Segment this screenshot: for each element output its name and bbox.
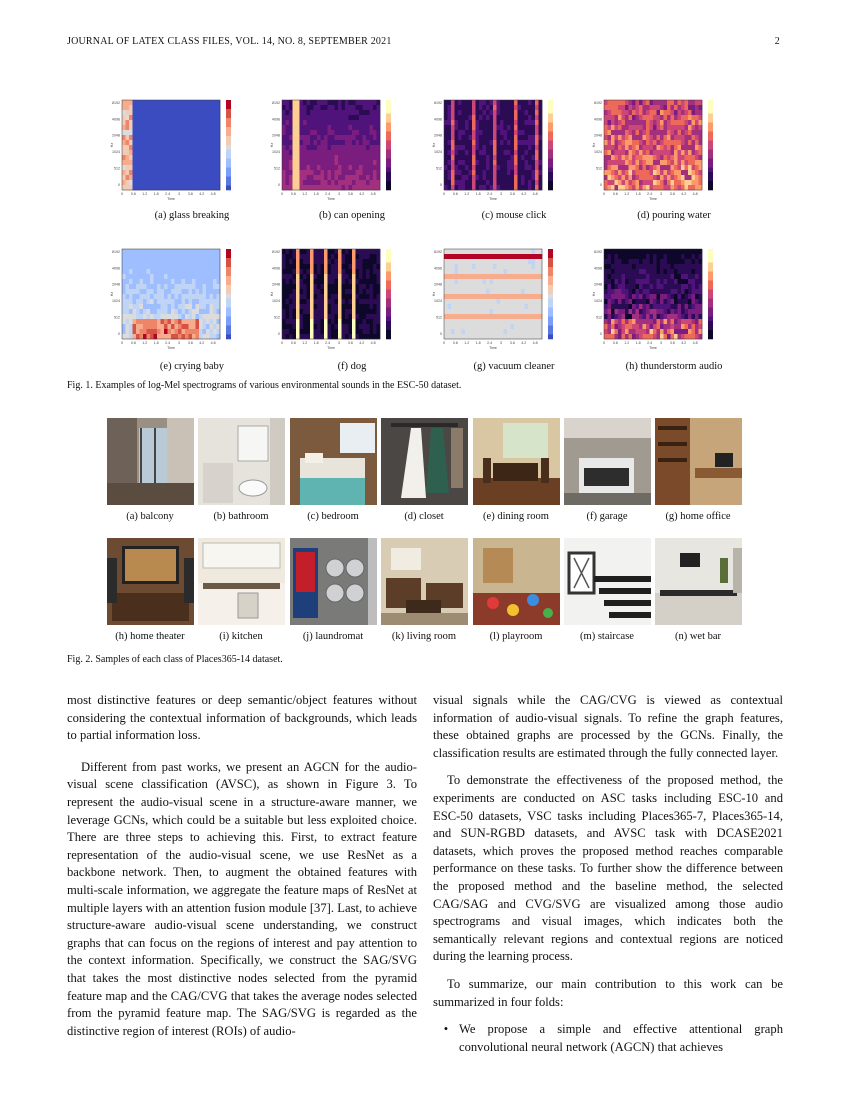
spectrogram-image (432, 96, 582, 206)
y-tick-label: 512 (436, 166, 442, 171)
x-tick-label: 3 (659, 192, 662, 196)
x-tick-label: 0.6 (290, 192, 296, 196)
spectrogram-8 (592, 245, 742, 365)
figure-1-caption: Fig. 1. Examples of log-Mel spectrograms of various environmental sounds in the ESC-50 dataset. (67, 380, 462, 391)
x-tick-label: 0 (603, 341, 605, 345)
photo-caption: (d) closet (404, 511, 444, 522)
paragraph: To demonstrate the effectiveness of the proposed method, the experiments are conducted on ASC tasks including ESC-10 and ESC-50 datasets, VSC tasks including Places365-7, Places365-14, and SUN-RGBD datasets, and AVSC task with DCASE2021 datasets, which proves the proposed method reaches comparable performance on these tasks. To further show the difference between the proposed method and the baseline method, the selected CAG/SAG and CVG/SVG are visualized among those audio spectrograms and visual images, which indicates both the semantically relevant regions and contextual regions are noticed during the learning process. (433, 773, 783, 964)
x-tick-label: 2.4 (325, 192, 331, 196)
bullet-text: We propose a simple and effective attentional graph convolutional neural network (AGCN) that achieves (459, 1022, 783, 1054)
x-tick-label: 3.6 (347, 192, 353, 196)
photo-caption: (l) playroom (489, 631, 543, 642)
balcony-photo (107, 418, 194, 505)
y-tick-label: 8192 (272, 250, 280, 254)
spectrogram-image (110, 96, 260, 206)
y-tick-label: 4096 (434, 117, 442, 122)
spectrogram-caption: (g) vacuum cleaner (473, 361, 555, 372)
y-tick-label: 512 (596, 166, 602, 171)
y-tick-label: 2048 (594, 133, 602, 138)
y-tick-label: 512 (274, 315, 280, 320)
y-tick-label: 512 (274, 166, 280, 171)
x-tick-label: 2.4 (165, 341, 171, 345)
x-tick-label: 4.8 (370, 341, 376, 345)
x-axis-label: Time (327, 197, 335, 201)
spectrogram-7 (432, 245, 582, 365)
playroom-photo (473, 538, 560, 625)
x-tick-label: 4.8 (370, 192, 376, 196)
y-tick-label: 2048 (434, 133, 442, 138)
x-tick-label: 0.6 (130, 192, 136, 196)
paragraph: Different from past works, we present an AGCN for the audio-visual scene classification (AVSC), as shown in Figure 3. To represent the audio-visual scene in a structure-aware manner, we leverage GCNs, which could be a suitable but less exploited choice. There are three steps to achieving this. First, to extract feature representation of the audio-visual scene, we use ResNet as a backbone network. Then, to augment the obtained features with multi-scale information, we aggregate the feature maps of ResNet at multiple layers with an attention fusion module [37]. Last, to achieve structure-aware audio-visual scene understanding, we construct graphs that can focus on the regions of interest and pay attention to the context information. Specifically, we construct the SAG/SVG that takes the most distinctive nodes selected from the pyramid feature map and the CAG/CVG that takes the average nodes selected from the pyramid feature map. The SAG/SVG is regarded as the distinctive region of interest (ROIs) of audio- (67, 759, 417, 1038)
y-tick-label: 1024 (434, 150, 442, 155)
x-tick-label: 3 (499, 192, 502, 196)
x-axis-label: Time (167, 346, 175, 350)
x-tick-label: 4.2 (521, 341, 527, 345)
spectrogram-image (592, 96, 742, 206)
spectrogram-caption: (d) pouring water (637, 210, 711, 221)
x-tick-label: 4.8 (532, 192, 538, 196)
y-tick-label: 0 (600, 331, 602, 336)
y-tick-label: 2048 (594, 282, 602, 287)
body-right-column (433, 692, 783, 1056)
laundromat-photo (290, 538, 377, 625)
x-tick-label: 1.2 (464, 192, 470, 196)
y-tick-label: 512 (114, 315, 120, 320)
photo-caption: (n) wet bar (674, 631, 722, 642)
garage-photo (564, 418, 651, 505)
y-tick-label: 512 (114, 166, 120, 171)
page-number: 2 (774, 36, 780, 47)
x-tick-label: 3 (177, 341, 180, 345)
y-tick-label: 512 (436, 315, 442, 320)
x-tick-label: 0 (443, 192, 445, 196)
x-tick-label: 1.2 (624, 341, 630, 345)
y-tick-label: 8192 (112, 101, 120, 105)
x-tick-label: 2.4 (647, 341, 653, 345)
x-tick-label: 4.2 (359, 341, 365, 345)
y-axis-label: Hz (110, 142, 114, 148)
y-tick-label: 2048 (112, 133, 120, 138)
y-tick-label: 0 (600, 182, 602, 187)
bathroom-photo (198, 418, 285, 505)
photo-caption: (m) staircase (580, 631, 634, 642)
photo-caption: (e) dining room (483, 511, 549, 522)
x-tick-label: 0 (443, 341, 445, 345)
spectrogram-3 (432, 96, 582, 216)
spectrogram-image (432, 245, 582, 355)
home-theater-photo (107, 538, 194, 625)
body-left-column (67, 692, 417, 1050)
y-tick-label: 1024 (594, 299, 602, 304)
y-tick-label: 8192 (272, 101, 280, 105)
x-tick-label: 4.8 (532, 341, 538, 345)
x-tick-label: 3 (499, 341, 502, 345)
x-tick-label: 3 (337, 341, 340, 345)
spectrogram-image (592, 245, 742, 355)
spectrogram-caption: (e) crying baby (159, 361, 225, 372)
home-office-photo (655, 418, 742, 505)
y-tick-label: 4096 (594, 117, 602, 122)
y-axis-label: Hz (270, 291, 274, 297)
y-tick-label: 0 (118, 182, 120, 187)
y-tick-label: 0 (440, 182, 442, 187)
dining-room-photo (473, 418, 560, 505)
x-tick-label: 3 (177, 192, 180, 196)
spectrogram-caption: (b) can opening (319, 210, 385, 221)
x-tick-label: 3 (659, 341, 662, 345)
x-tick-label: 0.6 (130, 341, 136, 345)
kitchen-photo (198, 538, 285, 625)
x-tick-label: 1.8 (635, 341, 641, 345)
x-tick-label: 1.2 (302, 192, 308, 196)
x-tick-label: 4.2 (199, 341, 205, 345)
y-tick-label: 4096 (272, 117, 280, 122)
x-tick-label: 0.6 (452, 341, 458, 345)
figure-2-caption: Fig. 2. Samples of each class of Places365-14 dataset. (67, 654, 283, 665)
x-tick-label: 1.8 (475, 192, 481, 196)
x-axis-label: Time (327, 346, 335, 350)
x-tick-label: 0 (281, 341, 283, 345)
x-tick-label: 1.2 (464, 341, 470, 345)
y-tick-label: 2048 (272, 133, 280, 138)
x-tick-label: 1.2 (302, 341, 308, 345)
photo-caption: (h) home theater (115, 631, 185, 642)
x-tick-label: 3 (337, 192, 340, 196)
x-tick-label: 4.2 (521, 192, 527, 196)
paragraph: visual signals while the CAG/CVG is viewed as contextual information of audio-visual signals. To refine the graph features, these obtained graphs are processed by the GCNs. Finally, the classification results are estimated through the fully connected layer. (433, 693, 783, 760)
x-axis-label: Time (649, 346, 657, 350)
x-tick-label: 1.8 (313, 341, 319, 345)
y-tick-label: 4096 (112, 266, 120, 271)
spectrogram-image (110, 245, 260, 355)
x-tick-label: 3.6 (347, 341, 353, 345)
y-tick-label: 1024 (112, 299, 120, 304)
y-tick-label: 2048 (434, 282, 442, 287)
y-tick-label: 4096 (594, 266, 602, 271)
x-tick-label: 2.4 (325, 341, 331, 345)
spectrogram-2 (270, 96, 420, 216)
x-tick-label: 0 (603, 192, 605, 196)
y-tick-label: 8192 (112, 250, 120, 254)
x-tick-label: 3.6 (509, 341, 515, 345)
x-tick-label: 0.6 (290, 341, 296, 345)
photo-caption: (f) garage (586, 511, 628, 522)
x-tick-label: 4.8 (692, 341, 698, 345)
x-tick-label: 1.2 (142, 341, 148, 345)
x-tick-label: 0 (281, 192, 283, 196)
paragraph: To summarize, our main contribution to this work can be summarized in four folds: (433, 976, 783, 1009)
bedroom-photo (290, 418, 377, 505)
y-tick-label: 0 (278, 182, 280, 187)
x-tick-label: 1.8 (153, 341, 159, 345)
living-room-photo (381, 538, 468, 625)
x-tick-label: 3.6 (669, 192, 675, 196)
x-tick-label: 0.6 (612, 192, 618, 196)
y-tick-label: 512 (596, 315, 602, 320)
x-tick-label: 4.8 (692, 192, 698, 196)
y-axis-label: Hz (592, 291, 596, 297)
x-tick-label: 1.8 (635, 192, 641, 196)
x-tick-label: 4.2 (681, 341, 687, 345)
x-tick-label: 2.4 (487, 192, 493, 196)
x-tick-label: 1.8 (475, 341, 481, 345)
y-tick-label: 8192 (594, 250, 602, 254)
photo-caption: (i) kitchen (219, 631, 263, 642)
x-axis-label: Time (649, 197, 657, 201)
y-tick-label: 1024 (272, 299, 280, 304)
spectrogram-caption: (h) thunderstorm audio (625, 361, 723, 372)
x-tick-label: 3.6 (187, 192, 193, 196)
y-tick-label: 1024 (434, 299, 442, 304)
x-tick-label: 0.6 (612, 341, 618, 345)
photo-caption: (j) laundromat (302, 631, 364, 642)
x-tick-label: 0 (121, 192, 123, 196)
spectrogram-1 (110, 96, 260, 216)
spectrogram-4 (592, 96, 742, 216)
y-tick-label: 0 (440, 331, 442, 336)
x-tick-label: 3.6 (509, 192, 515, 196)
contribution-bullet (433, 1021, 783, 1056)
x-tick-label: 0.6 (452, 192, 458, 196)
y-tick-label: 0 (278, 331, 280, 336)
x-tick-label: 4.2 (199, 192, 205, 196)
y-tick-label: 4096 (112, 117, 120, 122)
photo-caption: (a) balcony (126, 511, 174, 522)
y-tick-label: 2048 (112, 282, 120, 287)
spectrogram-image (270, 245, 420, 355)
spectrogram-6 (270, 245, 420, 365)
photo-caption: (k) living room (391, 631, 457, 642)
journal-title: JOURNAL OF LATEX CLASS FILES, VOL. 14, NO. 8, SEPTEMBER 2021 (67, 36, 392, 47)
x-axis-label: Time (489, 197, 497, 201)
y-tick-label: 8192 (594, 101, 602, 105)
x-tick-label: 2.4 (487, 341, 493, 345)
y-tick-label: 1024 (112, 150, 120, 155)
x-tick-label: 1.2 (624, 192, 630, 196)
y-axis-label: Hz (592, 142, 596, 148)
running-header (67, 36, 780, 47)
x-tick-label: 2.4 (647, 192, 653, 196)
staircase-photo (564, 538, 651, 625)
y-tick-label: 4096 (272, 266, 280, 271)
x-tick-label: 4.8 (210, 192, 216, 196)
y-tick-label: 0 (118, 331, 120, 336)
x-tick-label: 1.2 (142, 192, 148, 196)
x-tick-label: 1.8 (153, 192, 159, 196)
spectrogram-caption: (a) glass breaking (154, 210, 230, 221)
y-axis-label: Hz (432, 291, 436, 297)
x-tick-label: 1.8 (313, 192, 319, 196)
y-tick-label: 2048 (272, 282, 280, 287)
x-tick-label: 4.2 (359, 192, 365, 196)
wet-bar-photo (655, 538, 742, 625)
spectrogram-5 (110, 245, 260, 365)
y-tick-label: 8192 (434, 250, 442, 254)
bullet-dot-icon: • (443, 1022, 449, 1037)
paragraph: most distinctive features or deep semantic/object features without considering the contextual information of backgrounds, which leads to partial information loss. (67, 693, 417, 743)
x-tick-label: 3.6 (669, 341, 675, 345)
y-tick-label: 8192 (434, 101, 442, 105)
spectrogram-caption: (c) mouse click (481, 210, 547, 221)
y-tick-label: 4096 (434, 266, 442, 271)
y-axis-label: Hz (432, 142, 436, 148)
photo-caption: (c) bedroom (307, 511, 359, 522)
photo-caption: (b) bathroom (213, 511, 269, 522)
spectrogram-caption: (f) dog (337, 361, 367, 372)
x-tick-label: 3.6 (187, 341, 193, 345)
x-axis-label: Time (489, 346, 497, 350)
closet-photo (381, 418, 468, 505)
x-tick-label: 0 (121, 341, 123, 345)
x-tick-label: 4.2 (681, 192, 687, 196)
y-tick-label: 1024 (272, 150, 280, 155)
y-tick-label: 1024 (594, 150, 602, 155)
y-axis-label: Hz (110, 291, 114, 297)
x-axis-label: Time (167, 197, 175, 201)
y-axis-label: Hz (270, 142, 274, 148)
x-tick-label: 2.4 (165, 192, 171, 196)
x-tick-label: 4.8 (210, 341, 216, 345)
spectrogram-image (270, 96, 420, 206)
photo-caption: (g) home office (665, 511, 731, 522)
